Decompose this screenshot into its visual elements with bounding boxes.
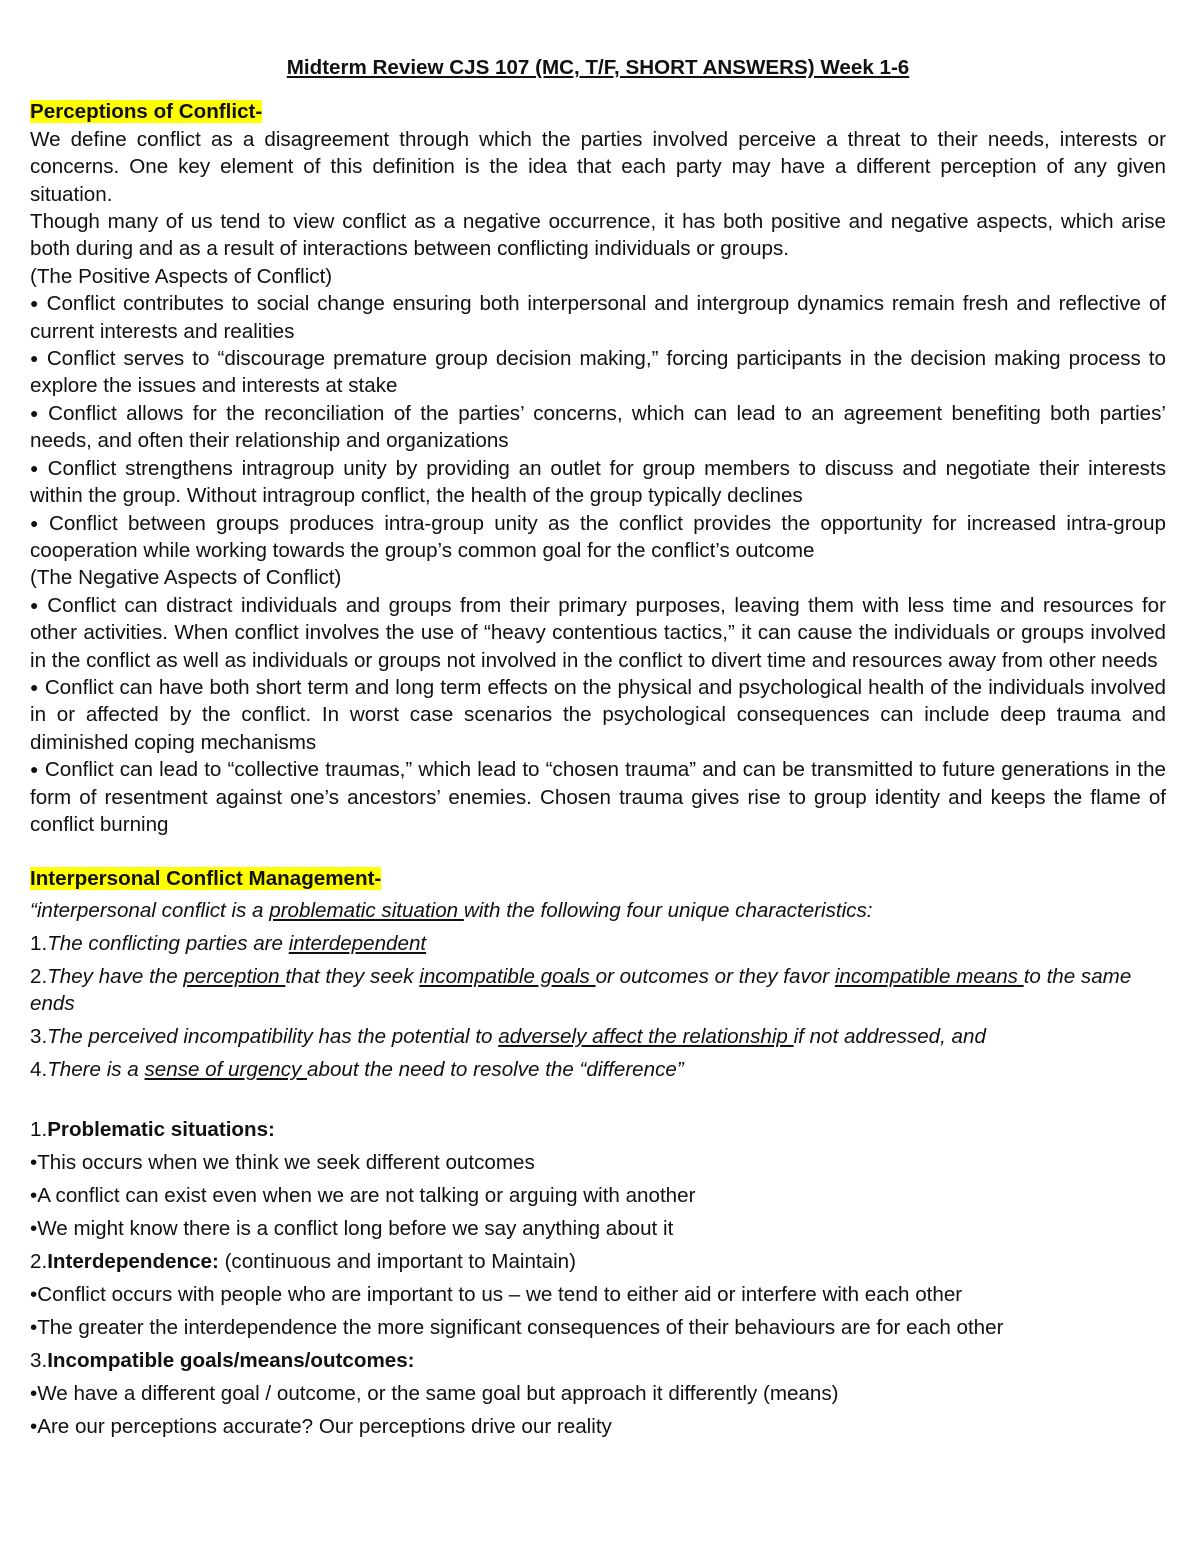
item-text: The perceived incompatibility has the potential to xyxy=(47,1024,499,1048)
item-number: 1. xyxy=(30,1117,48,1141)
heading-perceptions-of-conflict: Perceptions of Conflict- xyxy=(30,100,263,124)
bullet-icon: ● xyxy=(30,459,42,476)
heading-problematic-situations xyxy=(30,1116,1166,1143)
spacer xyxy=(30,1089,1166,1116)
list-item: •We might know there is a conflict long before we say anything about it xyxy=(30,1216,674,1240)
bullet-text: Conflict can have both short term and long term effects on the physical and psychological health of the individuals involved in or affected by the conflict. In worst case scenarios the psychological consequences can include deep trauma and diminished coping mechanisms xyxy=(30,675,1166,754)
section-perceptions xyxy=(30,98,1166,838)
list-item: •Conflict occurs with people who are important to us – we tend to either aid or interfere with each other xyxy=(30,1282,963,1306)
bullet-item xyxy=(30,290,1166,345)
document-title: Midterm Review CJS 107 (MC, T/F, SHORT ANSWERS) Week 1-6 xyxy=(286,56,910,79)
item-underlined: incompatible goals xyxy=(419,964,596,988)
item-text: or outcomes or they favor xyxy=(595,964,835,988)
bullet-item xyxy=(30,674,1166,756)
list-item: •The greater the interdependence the more significant consequences of their behaviours are for each other xyxy=(30,1315,1004,1339)
item-number: 2. xyxy=(30,964,48,988)
list-item: •We have a different goal / outcome, or the same goal but approach it differently (means) xyxy=(30,1381,839,1405)
characteristic-3 xyxy=(30,1023,1166,1050)
item-number: 3. xyxy=(30,1348,48,1372)
bullet-item xyxy=(30,756,1166,838)
paragraph-definition: We define conflict as a disagreement through which the parties involved perceive a threat to their needs, interests or concerns. One key element of this definition is the idea that each party may have a different perception of any given situation. xyxy=(30,127,1166,206)
item-text: There is a xyxy=(47,1057,145,1081)
bullet-icon: ● xyxy=(30,678,39,695)
item-underlined: interdependent xyxy=(288,931,427,955)
bullet-text: Conflict between groups produces intra-group unity as the conflict provides the opportunity for increased intra-group cooperation while working towards the group’s common goal for the conflict’s outcome xyxy=(30,511,1166,562)
bullet-text: Conflict contributes to social change ensuring both interpersonal and intergroup dynamics remain fresh and reflective of current interests and realities xyxy=(30,292,1166,343)
intro-underlined: problematic situation xyxy=(269,898,464,922)
characteristic-4 xyxy=(30,1056,1166,1083)
bullet-icon: ● xyxy=(30,350,41,367)
bullet-text: Conflict can distract individuals and groups from their primary purposes, leaving them with less time and resources for other activities. When conflict involves the use of “heavy contentious tactics,” it can cause the individuals or groups involved in the conflict as well as individuals or groups not involved in the conflict to divert time and resources away from other needs xyxy=(30,593,1166,672)
heading-interpersonal-conflict-management: Interpersonal Conflict Management- xyxy=(30,867,382,891)
bullet-icon: ● xyxy=(30,596,42,613)
subheading: Problematic situations: xyxy=(47,1117,275,1141)
heading-interdependence xyxy=(30,1248,1166,1275)
section-interpersonal xyxy=(30,865,1166,1083)
spacer xyxy=(30,838,1166,865)
bullet-item xyxy=(30,455,1166,510)
characteristic-1 xyxy=(30,930,1166,957)
item-number: 3. xyxy=(30,1024,48,1048)
item-text: The conflicting parties are xyxy=(47,931,289,955)
label-negative-aspects: (The Negative Aspects of Conflict) xyxy=(30,566,342,590)
intro-text: “interpersonal conflict is a xyxy=(30,898,270,922)
list-item: •Are our perceptions accurate? Our perceptions drive our reality xyxy=(30,1414,612,1438)
item-text: about the need to resolve the “difference” xyxy=(307,1057,684,1081)
bullet-icon: ● xyxy=(30,514,44,531)
intro-text: with the following four unique characteristics: xyxy=(463,898,873,922)
item-underlined: perception xyxy=(183,964,286,988)
item-number: 1. xyxy=(30,931,48,955)
list-item: •A conflict can exist even when we are not talking or arguing with another xyxy=(30,1183,696,1207)
characteristic-2 xyxy=(30,963,1166,1018)
bullet-text: Conflict can lead to “collective traumas,” which lead to “chosen trauma” and can be transmitted to future generations in the form of resentment against one’s ancestors’ enemies. Chosen trauma gives rise to group identity and keeps the flame of conflict burning xyxy=(30,758,1166,836)
label-positive-aspects: (The Positive Aspects of Conflict) xyxy=(30,264,333,288)
bullet-text: Conflict allows for the reconciliation of the parties’ concerns, which can lead to an agreement benefiting both parties’ needs, and often their relationship and organizations xyxy=(30,401,1166,453)
bullet-item xyxy=(30,345,1166,400)
section-characteristics-detail xyxy=(30,1116,1166,1440)
item-text: to the same ends xyxy=(30,964,1132,1015)
item-underlined: sense of urgency xyxy=(144,1057,308,1081)
bullet-item xyxy=(30,592,1166,674)
subheading: Incompatible goals/means/outcomes: xyxy=(47,1348,415,1372)
item-text: that they seek xyxy=(285,964,420,988)
bullet-icon: ● xyxy=(30,761,39,778)
item-underlined: adversely affect the relationship xyxy=(498,1024,794,1048)
item-text: if not addressed, and xyxy=(793,1024,986,1048)
item-number: 2. xyxy=(30,1249,48,1273)
heading-incompatible-goals xyxy=(30,1347,1166,1374)
bullet-icon: ● xyxy=(30,404,43,421)
bullet-text: Conflict serves to “discourage premature group decision making,” forcing participants in the decision making process to explore the issues and interests at stake xyxy=(30,347,1166,398)
subheading: Interdependence: xyxy=(47,1249,219,1273)
bullet-item xyxy=(30,510,1166,565)
subheading-note: (continuous and important to Maintain) xyxy=(218,1249,576,1273)
bullet-item xyxy=(30,400,1166,455)
item-number: 4. xyxy=(30,1057,48,1081)
intro-line xyxy=(30,897,1166,924)
item-text: They have the xyxy=(47,964,184,988)
list-item: •This occurs when we think we seek different outcomes xyxy=(30,1150,535,1174)
item-underlined: incompatible means xyxy=(834,964,1024,988)
paragraph-aspects: Though many of us tend to view conflict as a negative occurrence, it has both positive and negative aspects, which arise both during and as a result of interactions between conflicting individuals or groups. xyxy=(30,210,1166,261)
bullet-icon: ● xyxy=(30,295,41,312)
bullet-text: Conflict strengthens intragroup unity by providing an outlet for group members to discuss and negotiate their interests within the group. Without intragroup conflict, the health of the group typically declines xyxy=(30,456,1166,508)
